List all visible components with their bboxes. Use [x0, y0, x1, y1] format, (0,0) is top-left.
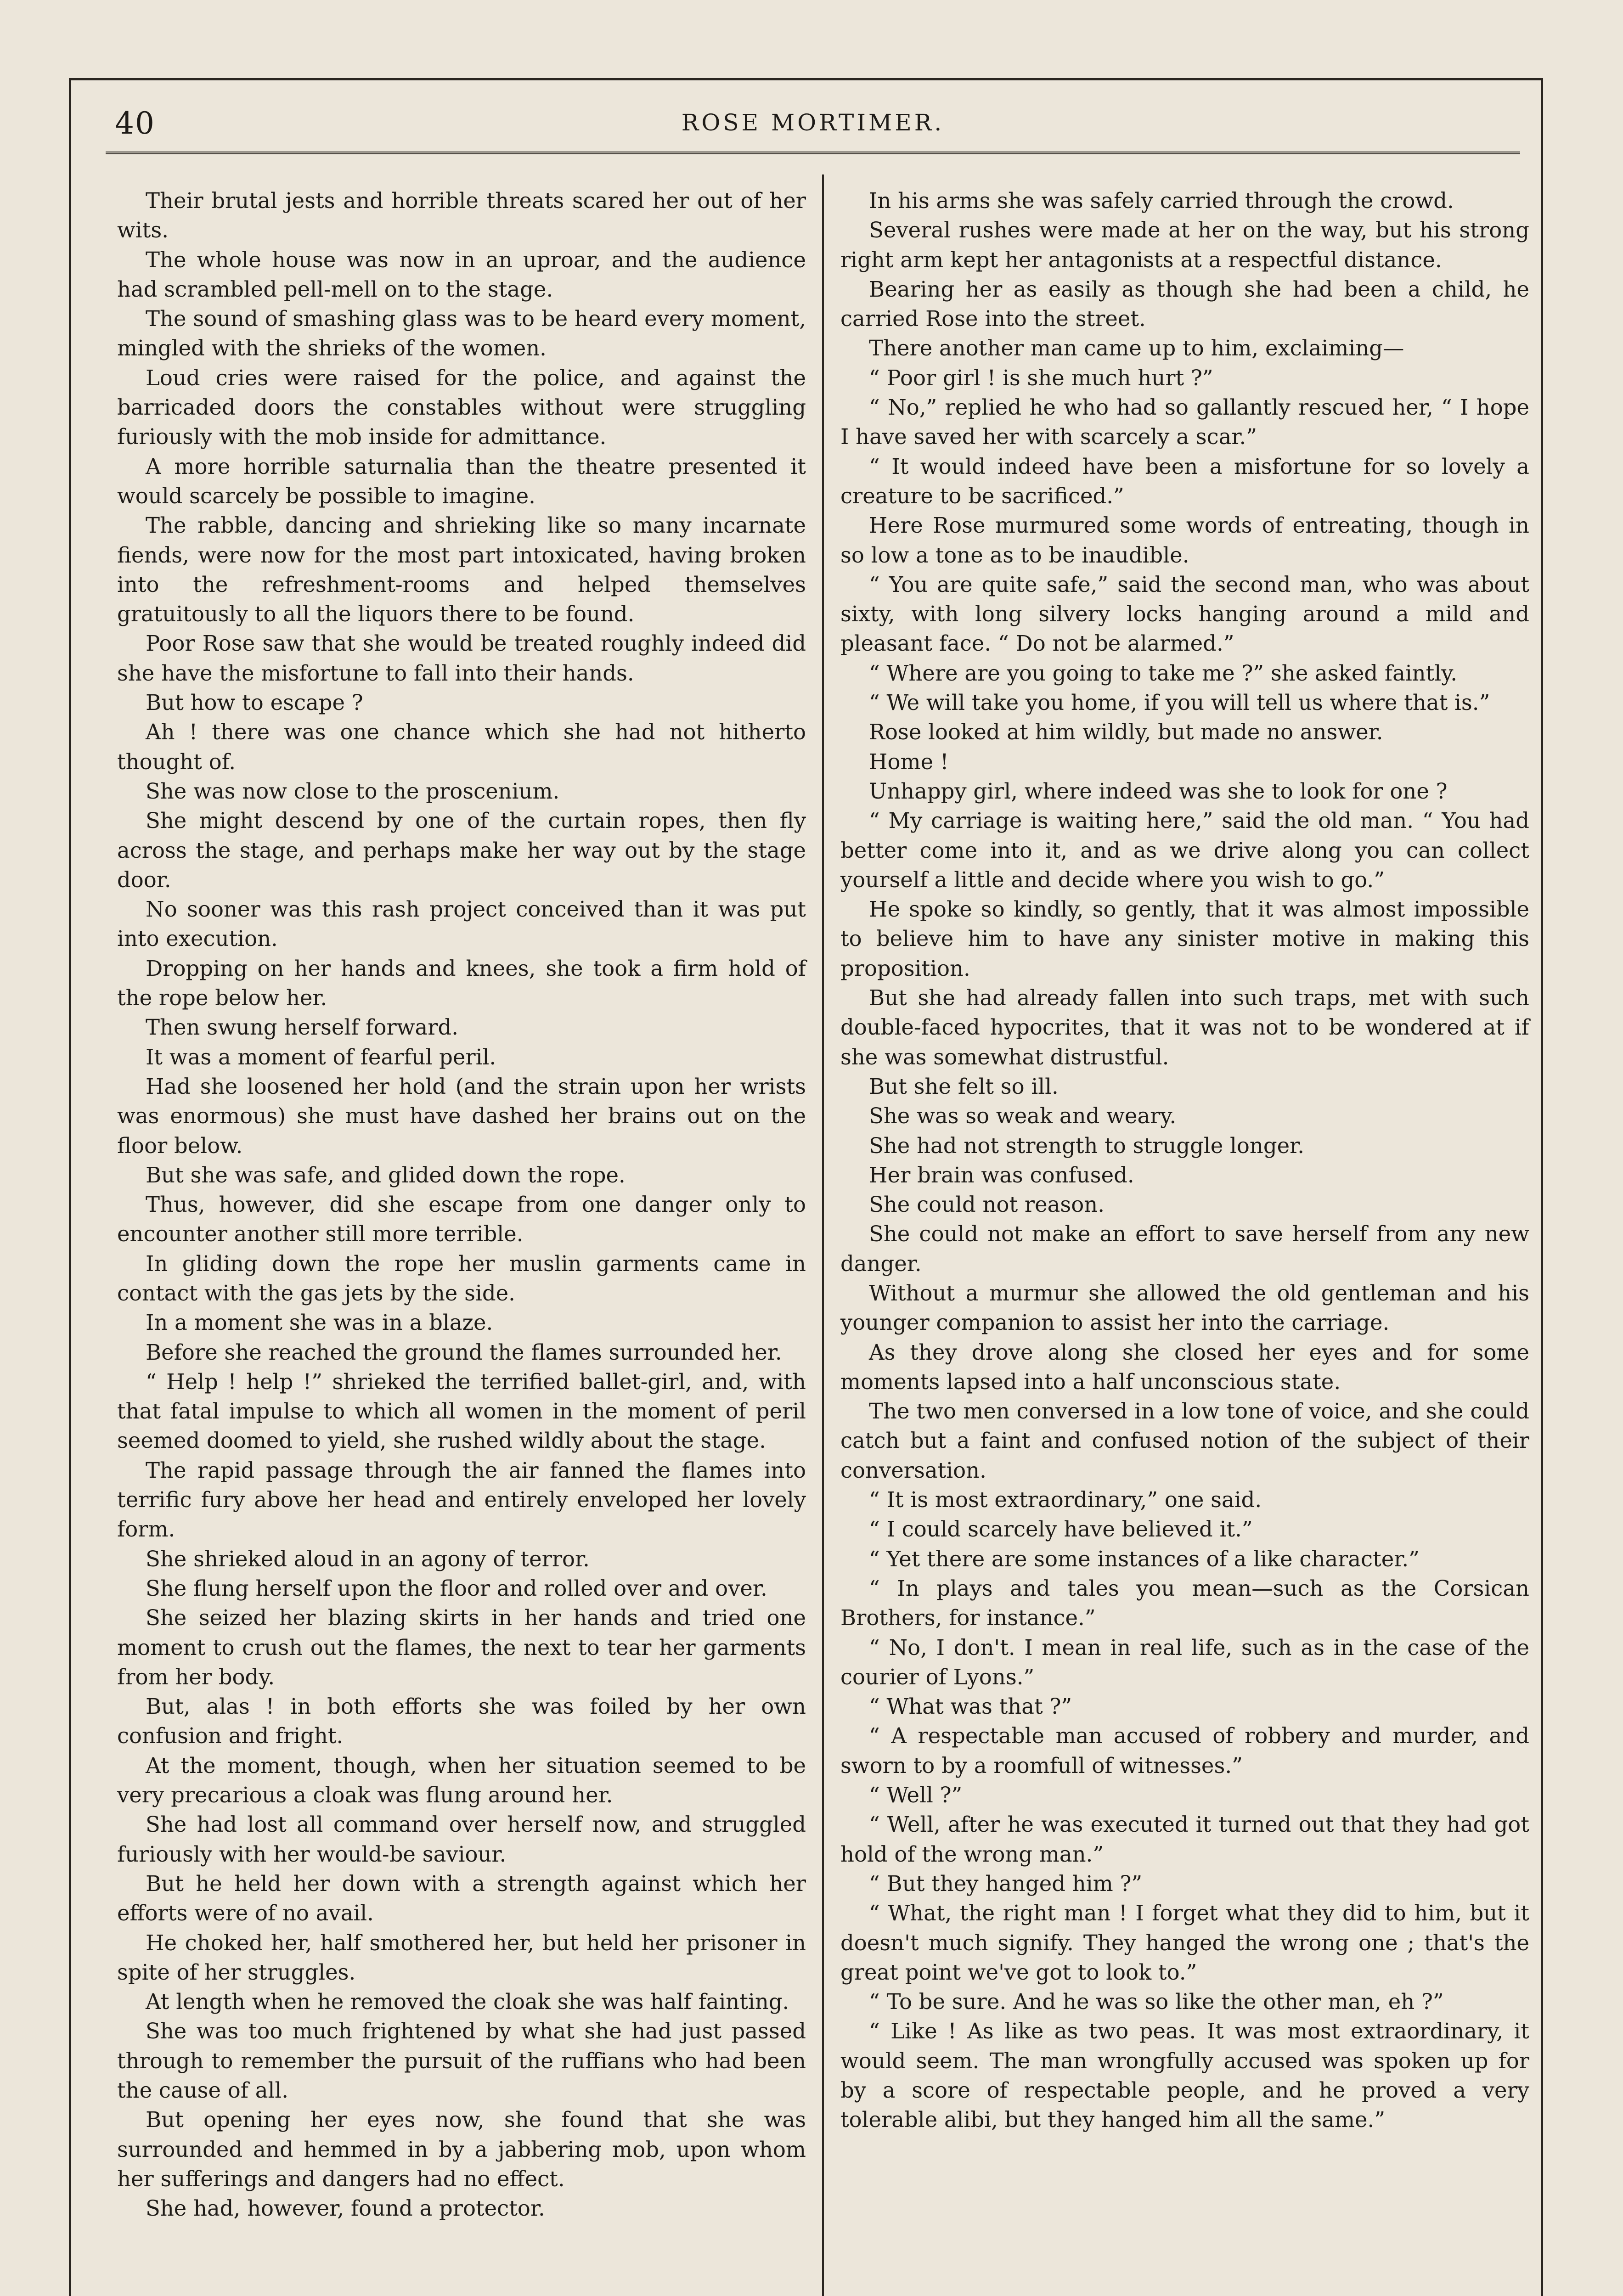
- paragraph: But how to escape ?: [146, 690, 363, 715]
- paragraph: No sooner was this rash project conceived than it was put into execution.: [117, 897, 806, 951]
- paragraph: Without a murmur she allowed the old gentleman and his younger companion to assist her into the carriage.: [840, 1280, 1529, 1335]
- paragraph: She seized her blazing skirts in her hands and tried one moment to crush out the flames, the next to tear her garments from her body.: [117, 1605, 806, 1689]
- paragraph: Poor Rose saw that she would be treated roughly indeed did she have the misfortune to fall into their hands.: [117, 631, 806, 686]
- paragraph: Before she reached the ground the flames surrounded her.: [146, 1339, 782, 1365]
- left-column: [117, 186, 806, 2223]
- paragraph: She had, however, found a protector.: [146, 2196, 545, 2221]
- paragraph: Rose looked at him wildly, but made no answer.: [869, 720, 1383, 745]
- paragraph: Bearing her as easily as though she had been a child, he carried Rose into the street.: [840, 276, 1529, 332]
- paragraph: Unhappy girl, where indeed was she to look for one ?: [869, 778, 1448, 804]
- paragraph: Several rushes were made at her on the way, but his strong right arm kept her antagonists at a respectful distance.: [840, 218, 1529, 272]
- paragraph: Here Rose murmured some words of entreating, though in so low a tone as to be inaudible.: [840, 513, 1529, 568]
- paragraph: Their brutal jests and horrible threats scared her out of her wits.: [117, 188, 806, 243]
- paragraph: She might descend by one of the curtain ropes, then fly across the stage, and perhaps make her way out by the stage door.: [117, 808, 806, 892]
- column-divider: [822, 174, 824, 2296]
- paragraph: A more horrible saturnalia than the theatre presented it would scarcely be possible to imagine.: [117, 454, 806, 508]
- paragraph: “ What, the right man ! I forget what they did to him, but it doesn't much signify. They hanged the wrong one ; that's the great point we've got to look to.”: [840, 1901, 1529, 1985]
- paragraph: It was a moment of fearful peril.: [146, 1044, 496, 1069]
- page-number: 40: [115, 106, 155, 141]
- paragraph: “ Where are you going to take me ?” she asked faintly.: [869, 660, 1458, 686]
- paragraph: “ I could scarcely have believed it.”: [869, 1517, 1253, 1542]
- paragraph: Thus, however, did she escape from one danger only to encounter another still more terrible.: [117, 1192, 806, 1247]
- paragraph: But she was safe, and glided down the rope.: [146, 1162, 626, 1187]
- paragraph: But she felt so ill.: [869, 1074, 1059, 1099]
- paragraph: Then swung herself forward.: [146, 1015, 458, 1040]
- paragraph: “ We will take you home, if you will tell us where that is.”: [869, 690, 1490, 715]
- paragraph: She had not strength to struggle longer.: [869, 1133, 1305, 1158]
- paragraph: “ No,” replied he who had so gallantly rescued her, “ I hope I have saved her with scarcely a scar.”: [840, 395, 1529, 450]
- right-column: [840, 186, 1529, 2135]
- paragraph: In a moment she was in a blaze.: [146, 1310, 493, 1335]
- paragraph: There another man came up to him, exclaiming—: [869, 336, 1404, 361]
- paragraph: She had lost all command over herself now, and struggled furiously with her would-be saviour.: [117, 1812, 806, 1867]
- paragraph: She was now close to the proscenium.: [146, 778, 560, 804]
- paragraph: The rapid passage through the air fanned the flames into terrific fury above her head and entirely enveloped her lovely form.: [117, 1458, 806, 1542]
- paragraph: Dropping on her hands and knees, she took a firm hold of the rope below her.: [117, 956, 806, 1011]
- paragraph: The whole house was now in an uproar, and the audience had scrambled pell-mell on to the stage.: [117, 247, 806, 302]
- paragraph: At length when he removed the cloak she was half fainting.: [146, 1989, 789, 2015]
- paragraph: “ No, I don't. I mean in real life, such as in the case of the courier of Lyons.”: [840, 1635, 1529, 1689]
- paragraph: “ Like ! As like as two peas. It was most extraordinary, it would seem. The man wrongfully accused was spoken up for by a score of respectable people, and he proved a very tolerable alibi, but they hanged him all the same.”: [840, 2019, 1529, 2133]
- paragraph: “ My carriage is waiting here,” said the old man. “ You had better come into it, and as we drive along you can collect yourself a little and decide where you wish to go.”: [840, 808, 1529, 892]
- paragraph: “ What was that ?”: [869, 1694, 1072, 1719]
- paragraph: Her brain was confused.: [869, 1162, 1134, 1187]
- paragraph: She was too much frightened by what she had just passed through to remember the pursuit of the ruffians who had been the cause of all.: [117, 2019, 806, 2103]
- paragraph: Had she loosened her hold (and the strain upon her wrists was enormous) she must have dashed her brains out on the floor below.: [117, 1074, 806, 1158]
- paragraph: He choked her, half smothered her, but held her prisoner in spite of her struggles.: [117, 1930, 806, 1985]
- paragraph: The two men conversed in a low tone of voice, and she could catch but a faint and confused notion of the subject of their conversation.: [840, 1399, 1529, 1483]
- paragraph: “ Help ! help !” shrieked the terrified ballet-girl, and, with that fatal impulse to which all women in the moment of peril seemed doomed to yield, she rushed wildly about the stage.: [117, 1369, 806, 1453]
- paragraph: She could not make an effort to save herself from any new danger.: [840, 1221, 1529, 1276]
- paragraph: Home !: [869, 749, 949, 774]
- paragraph: “ Well, after he was executed it turned out that they had got hold of the wrong man.”: [840, 1812, 1529, 1867]
- running-title: ROSE MORTIMER.: [681, 109, 945, 136]
- paragraph: “ You are quite safe,” said the second man, who was about sixty, with long silvery locks hanging around a mild and pleasant face. “ Do not be alarmed.”: [840, 572, 1529, 656]
- paragraph: But opening her eyes now, she found that she was surrounded and hemmed in by a jabbering mob, upon whom her sufferings and dangers had no effect.: [117, 2107, 806, 2191]
- paragraph: She could not reason.: [869, 1192, 1105, 1217]
- paragraph: In gliding down the rope her muslin garments came in contact with the gas jets by the side.: [117, 1251, 806, 1306]
- paragraph: But she had already fallen into such traps, met with such double-faced hypocrites, that it was not to be wondered at if she was somewhat distrustful.: [840, 985, 1529, 1069]
- paragraph: “ Poor girl ! is she much hurt ?”: [869, 365, 1213, 390]
- paragraph: She shrieked aloud in an agony of terror.: [146, 1546, 590, 1571]
- paragraph: “ Well ?”: [869, 1783, 963, 1808]
- paragraph: The rabble, dancing and shrieking like so many incarnate fiends, were now for the most part intoxicated, having broken into the refreshment-rooms and helped themselves gratuitously to all the liquors there to be found.: [117, 513, 806, 627]
- paragraph: “ It is most extraordinary,” one said.: [869, 1487, 1262, 1513]
- paragraph: He spoke so kindly, so gently, that it was almost impossible to believe him to have any sinister motive in making this proposition.: [840, 897, 1529, 981]
- paragraph: “ Yet there are some instances of a like character.”: [869, 1546, 1420, 1571]
- paragraph: “ A respectable man accused of robbery and murder, and sworn to by a roomfull of witnesses.”: [840, 1723, 1529, 1778]
- paragraph: She flung herself upon the floor and rolled over and over.: [146, 1576, 767, 1601]
- paragraph: “ To be sure. And he was so like the other man, eh ?”: [869, 1989, 1444, 2015]
- paragraph: She was so weak and weary.: [869, 1103, 1177, 1129]
- paragraph: At the moment, though, when her situation seemed to be very precarious a cloak was flung around her.: [117, 1753, 806, 1808]
- paragraph: Ah ! there was one chance which she had not hitherto thought of.: [117, 720, 806, 774]
- paragraph: “ But they hanged him ?”: [869, 1871, 1143, 1896]
- paragraph: But he held her down with a strength against which her efforts were of no avail.: [117, 1871, 806, 1926]
- paragraph: As they drove along she closed her eyes and for some moments lapsed into a half unconscious state.: [840, 1339, 1529, 1394]
- paragraph: The sound of smashing glass was to be heard every moment, mingled with the shrieks of the women.: [117, 306, 806, 361]
- paragraph: In his arms she was safely carried through the crowd.: [869, 188, 1454, 213]
- running-head: [106, 101, 1520, 154]
- paragraph: “ In plays and tales you mean—such as the Corsican Brothers, for instance.”: [840, 1576, 1529, 1631]
- paragraph: But, alas ! in both efforts she was foiled by her own confusion and fright.: [117, 1694, 806, 1749]
- paragraph: “ It would indeed have been a misfortune for so lovely a creature to be sacrificed.”: [840, 454, 1529, 508]
- paragraph: Loud cries were raised for the police, and against the barricaded doors the constables without were struggling furiously with the mob inside for admittance.: [117, 365, 806, 450]
